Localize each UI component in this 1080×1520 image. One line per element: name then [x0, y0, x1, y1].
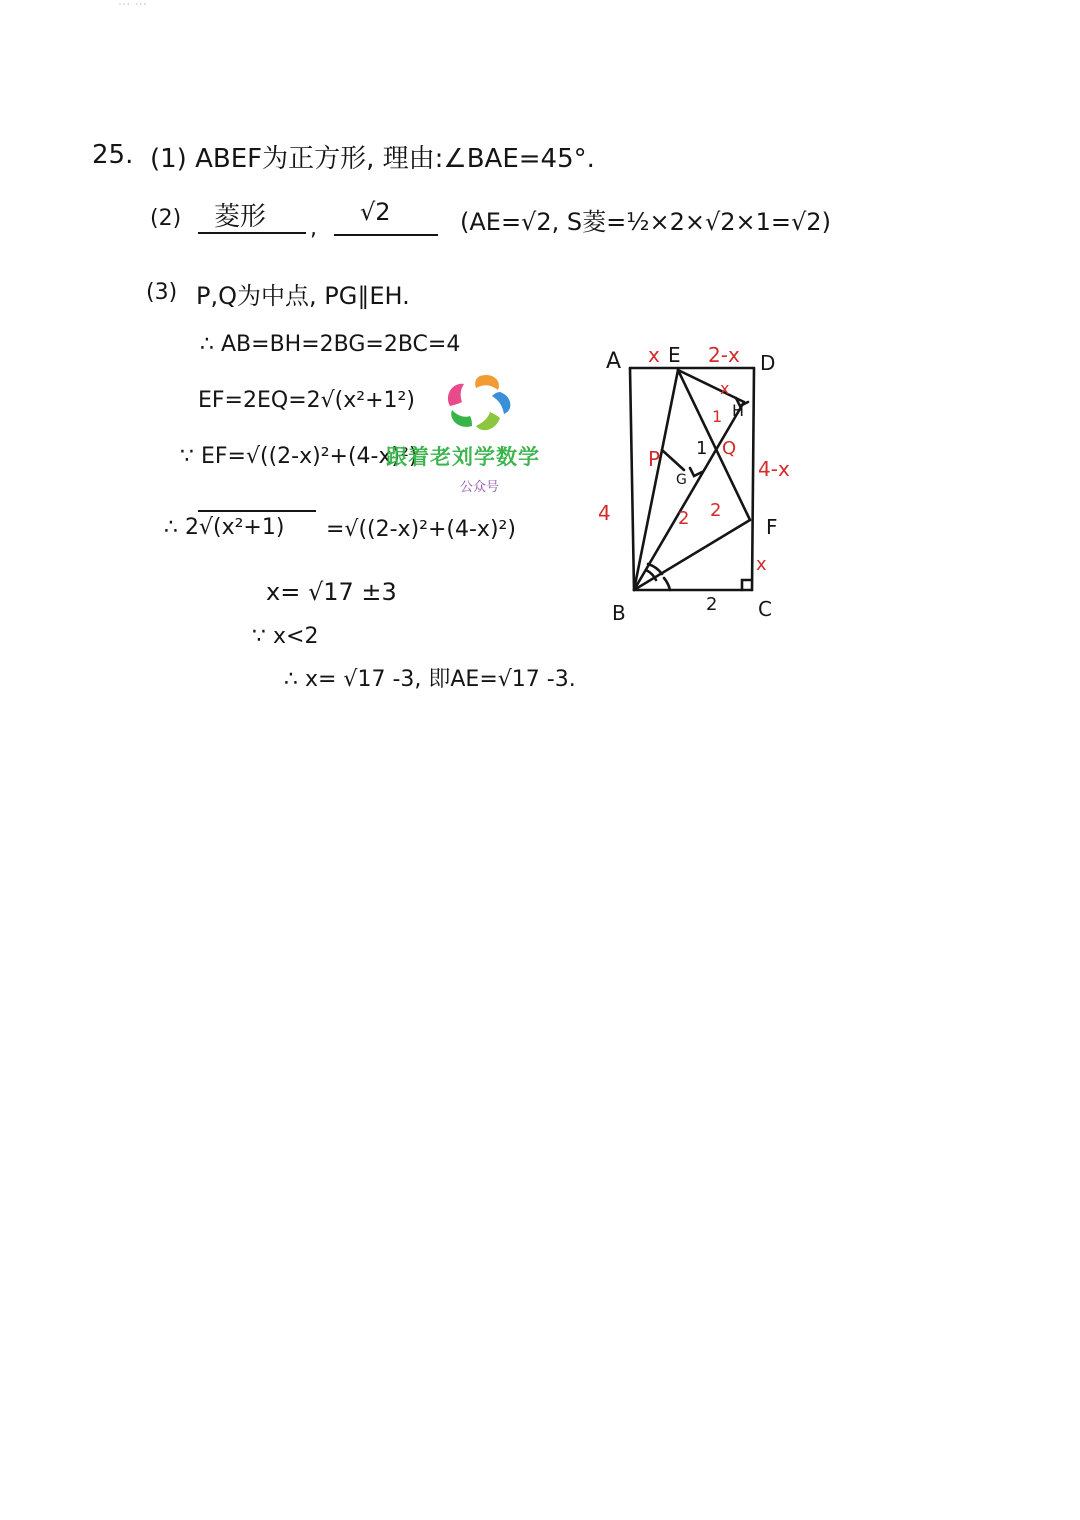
label-BC: 2	[706, 594, 718, 615]
question-number: 25.	[92, 140, 134, 170]
part2-blank1: 菱形	[214, 202, 267, 232]
geometry-figure	[590, 330, 810, 630]
part3-line7: ∵ x<2	[252, 624, 319, 649]
part3-line6: x= √17 ±3	[266, 578, 397, 606]
part2-blank2: √2	[360, 198, 391, 226]
point-D: D	[760, 351, 776, 375]
label-AB: 4	[598, 501, 611, 525]
point-F: F	[766, 515, 778, 539]
part3-label: (3)	[146, 280, 178, 305]
part1-text: (1) ABEF为正方形, 理由:∠BAE=45°.	[150, 144, 595, 174]
point-C: C	[758, 597, 772, 621]
part2-blank1-underline	[198, 232, 306, 234]
part2-blank2-underline	[334, 234, 438, 236]
edge-AB	[630, 368, 634, 590]
watermark-subtitle: 公众号	[460, 480, 500, 495]
label-ED: 2-x	[708, 343, 740, 367]
point-A: A	[606, 349, 622, 374]
label-DF: 4-x	[758, 457, 790, 481]
line5-radical-bar	[198, 510, 316, 512]
part2-comma: ,	[310, 216, 317, 241]
segment-EH	[678, 370, 744, 402]
label-FC: x	[756, 554, 767, 575]
part3-line1: P,Q为中点, PG∥EH.	[196, 282, 410, 310]
point-B: B	[612, 601, 626, 625]
point-P: P	[648, 447, 661, 471]
label-BG: 2	[678, 508, 690, 529]
part2-reason: (AE=√2, S菱=½×2×√2×1=√2)	[460, 208, 831, 236]
segment-PG	[662, 450, 684, 470]
part2-label: (2)	[150, 206, 182, 231]
point-G: G	[676, 472, 687, 488]
point-E: E	[668, 343, 681, 367]
part3-line4: ∵ EF=√((2-x)²+(4-x)²)	[180, 444, 418, 469]
point-Q: Q	[722, 438, 737, 459]
part3-line2: ∴ AB=BH=2BG=2BC=4	[200, 332, 461, 357]
label-EH: x	[720, 379, 730, 398]
label-HQ: 1	[712, 407, 723, 426]
part3-line5-right: =√((2-x)²+(4-x)²)	[326, 517, 516, 542]
edge-DC	[752, 368, 754, 590]
label-GF: 2	[710, 500, 722, 521]
watermark-title: 跟着老刘学数学	[386, 445, 540, 469]
part3-line8: ∴ x= √17 -3, 即AE=√17 -3.	[284, 667, 576, 692]
segment-BH	[634, 402, 744, 590]
part3-line3: EF=2EQ=2√(x²+1²)	[198, 388, 415, 413]
segment-BF	[634, 520, 750, 590]
label-mid-1: 1	[696, 438, 708, 459]
angle-arc-3	[664, 578, 670, 590]
watermark-logo-icon	[440, 370, 520, 438]
label-AE: x	[648, 343, 660, 367]
segment-BE	[634, 370, 678, 590]
point-H: H	[732, 401, 745, 420]
header-faint-text: ... ...	[118, 0, 147, 9]
part3-line5-left: ∴ 2√(x²+1)	[164, 515, 285, 540]
right-angle-C	[742, 580, 752, 590]
